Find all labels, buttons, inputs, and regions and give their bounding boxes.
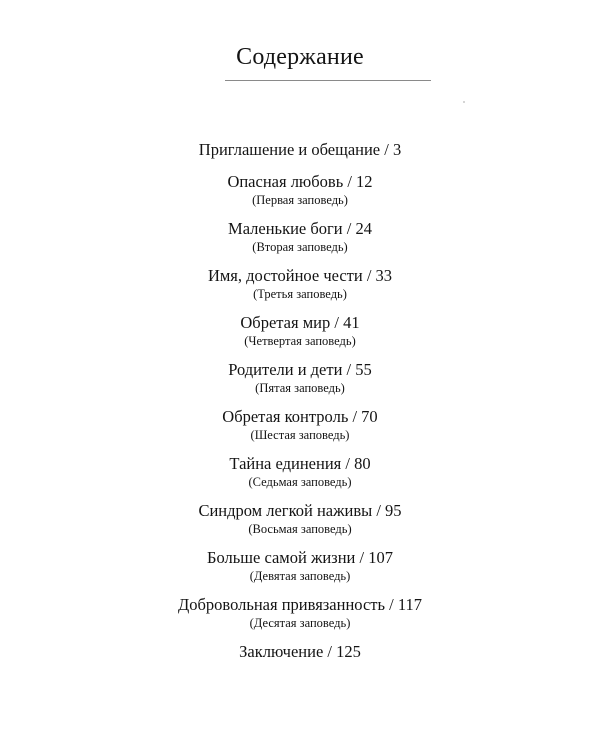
toc-entry-subtitle: (Третья заповедь) [253,287,347,301]
toc-entry-title: Заключение / 125 [239,642,361,661]
toc-entry-subtitle: (Четвертая заповедь) [244,334,356,348]
toc-entry [0,594,600,631]
toc-entry-subtitle: (Восьмая заповедь) [248,522,352,536]
title-underline-divider [225,80,431,81]
toc-entry-title: Добровольная привязанность / 117 [177,595,422,614]
toc-entry [0,453,600,490]
toc-entry-title: Приглашение и обещание / 3 [198,140,402,159]
toc-entry [0,139,600,161]
toc-entry-subtitle: (Шестая заповедь) [250,428,350,442]
toc-entry [0,312,600,349]
page-title: Содержание [236,44,364,70]
toc-entry-subtitle: (Десятая заповедь) [249,616,351,630]
toc-entry-title: Тайна единения / 80 [229,454,371,473]
toc-entry [0,171,600,208]
toc-entry [0,641,600,663]
toc-entry [0,547,600,584]
toc-entry [0,218,600,255]
toc-entry [0,406,600,443]
toc-entry [0,359,600,396]
toc-entry-title: Обретая мир / 41 [240,313,360,332]
toc-entry-title: Маленькие боги / 24 [228,219,372,238]
toc-entry-subtitle: (Вторая заповедь) [252,240,348,254]
toc-entry-subtitle: (Первая заповедь) [252,193,348,207]
toc-entry-title: Синдром легкой наживы / 95 [198,501,402,520]
toc-entry-title: Больше самой жизни / 107 [207,548,393,567]
paper-speck [463,101,465,103]
toc-entry [0,265,600,302]
toc-entry-title: Опасная любовь / 12 [227,172,373,191]
toc-entry-title: Родители и дети / 55 [228,360,372,379]
table-of-contents [0,139,600,673]
toc-entry-title: Имя, достойное чести / 33 [207,266,393,285]
toc-entry-title: Обретая контроль / 70 [222,407,378,426]
toc-entry-subtitle: (Девятая заповедь) [249,569,351,583]
toc-entry [0,500,600,537]
toc-entry-subtitle: (Седьмая заповедь) [248,475,352,489]
toc-entry-subtitle: (Пятая заповедь) [255,381,345,395]
